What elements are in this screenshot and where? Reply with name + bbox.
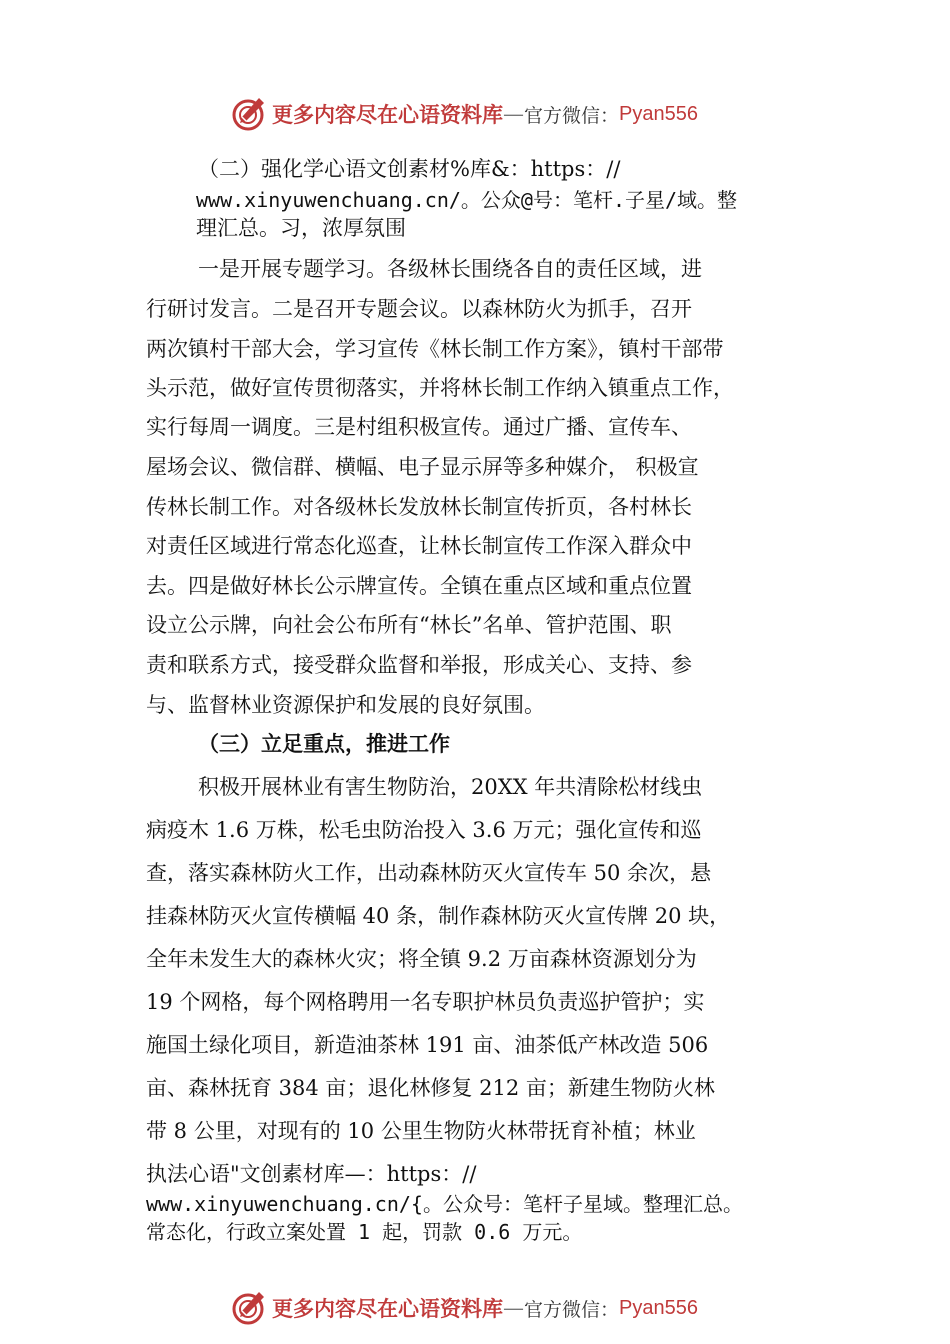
banner-title: 更多内容尽在心语资料库 xyxy=(272,1296,503,1321)
body-line: 积极开展林业有害生物防治，20XX 年共清除松材线虫 xyxy=(198,775,703,799)
banner-wechat-label: 官方微信： xyxy=(524,1298,620,1321)
body-line: 病疫木 1.6 万株，松毛虫防治投入 3.6 万元；强化宣传和巡 xyxy=(146,818,702,842)
pen-circle-logo-icon xyxy=(228,94,268,134)
body-line: 责和联系方式，接受群众监督和举报，形成关心、支持、参 xyxy=(146,653,692,677)
body-line: 施国土绿化项目，新造油茶林 191 亩、油茶低产林改造 506 xyxy=(146,1033,709,1057)
body-line: 去。四是做好林长公示牌宣传。全镇在重点区域和重点位置 xyxy=(146,574,692,598)
banner-separator: — xyxy=(503,1296,524,1320)
footer-watermark-banner xyxy=(228,1288,698,1328)
body-line: 挂森林防灭火宣传横幅 40 条，制作森林防灭火宣传牌 20 块， xyxy=(146,904,731,928)
banner-wechat-label: 官方微信： xyxy=(524,104,620,127)
body-line: 头示范，做好宣传贯彻落实，并将林长制工作纳入镇重点工作， xyxy=(146,376,734,400)
section-heading-2-line: （二）强化学心语文创素材%库&：https：// xyxy=(198,157,621,181)
body-line: 19 个网格，每个网格聘用一名专职护林员负责巡护管护；实 xyxy=(146,990,705,1014)
pen-circle-logo-icon xyxy=(228,1288,268,1328)
banner-title: 更多内容尽在心语资料库 xyxy=(272,102,503,127)
header-watermark-banner xyxy=(228,94,698,134)
body-line: 对责任区域进行常态化巡查，让林长制宣传工作深入群众中 xyxy=(146,534,692,558)
body-line: 查，落实森林防火工作，出动森林防灭火宣传车 50 余次，悬 xyxy=(146,861,712,885)
body-line: 传林长制工作。对各级林长发放林长制宣传折页，各村林长 xyxy=(146,495,692,519)
body-line: 设立公示牌，向社会公布所有“林长”名单、管护范围、职 xyxy=(146,613,672,637)
body-line: 带 8 公里，对现有的 10 公里生物防火林带抚育补植；林业 xyxy=(146,1119,696,1143)
body-line: 与、监督林业资源保护和发展的良好氛围。 xyxy=(146,693,545,717)
body-line: 常态化，行政立案处置 1 起，罚款 0.6 万元。 xyxy=(146,1220,583,1244)
body-line: 屋场会议、微信群、横幅、电子显示屏等多种媒介， 积极宣 xyxy=(146,455,699,479)
body-line: 执法心语"文创素材库—：https：// xyxy=(146,1162,477,1186)
body-line: 行研讨发言。二是召开专题会议。以森林防火为抓手，召开 xyxy=(146,297,692,321)
body-line: 亩、森林抚育 384 亩；退化林修复 212 亩；新建生物防火林 xyxy=(146,1076,715,1100)
body-line: www.xinyuwenchuang.cn/{。公众号：笔杆子星域。整理汇总。 xyxy=(146,1192,743,1216)
banner-separator: — xyxy=(503,102,524,126)
body-line: 一是开展专题学习。各级林长围绕各自的责任区域，进 xyxy=(198,257,702,281)
body-line: www.xinyuwenchuang.cn/。公众@号：笔杆.子星/域。整 xyxy=(196,188,738,212)
banner-wechat-id: Pyan556 xyxy=(619,102,698,125)
body-line: 实行每周一调度。三是村组积极宣传。通过广播、宣传车、 xyxy=(146,415,692,439)
body-line: 全年未发生大的森林火灾；将全镇 9.2 万亩森林资源划分为 xyxy=(146,947,697,971)
section-heading-3: （三）立足重点，推进工作 xyxy=(198,731,450,756)
banner-wechat-id: Pyan556 xyxy=(619,1296,698,1319)
body-line: 理汇总。习，浓厚氛围 xyxy=(196,216,406,240)
body-line: 两次镇村干部大会，学习宣传《林长制工作方案》，镇村干部带 xyxy=(146,337,724,361)
